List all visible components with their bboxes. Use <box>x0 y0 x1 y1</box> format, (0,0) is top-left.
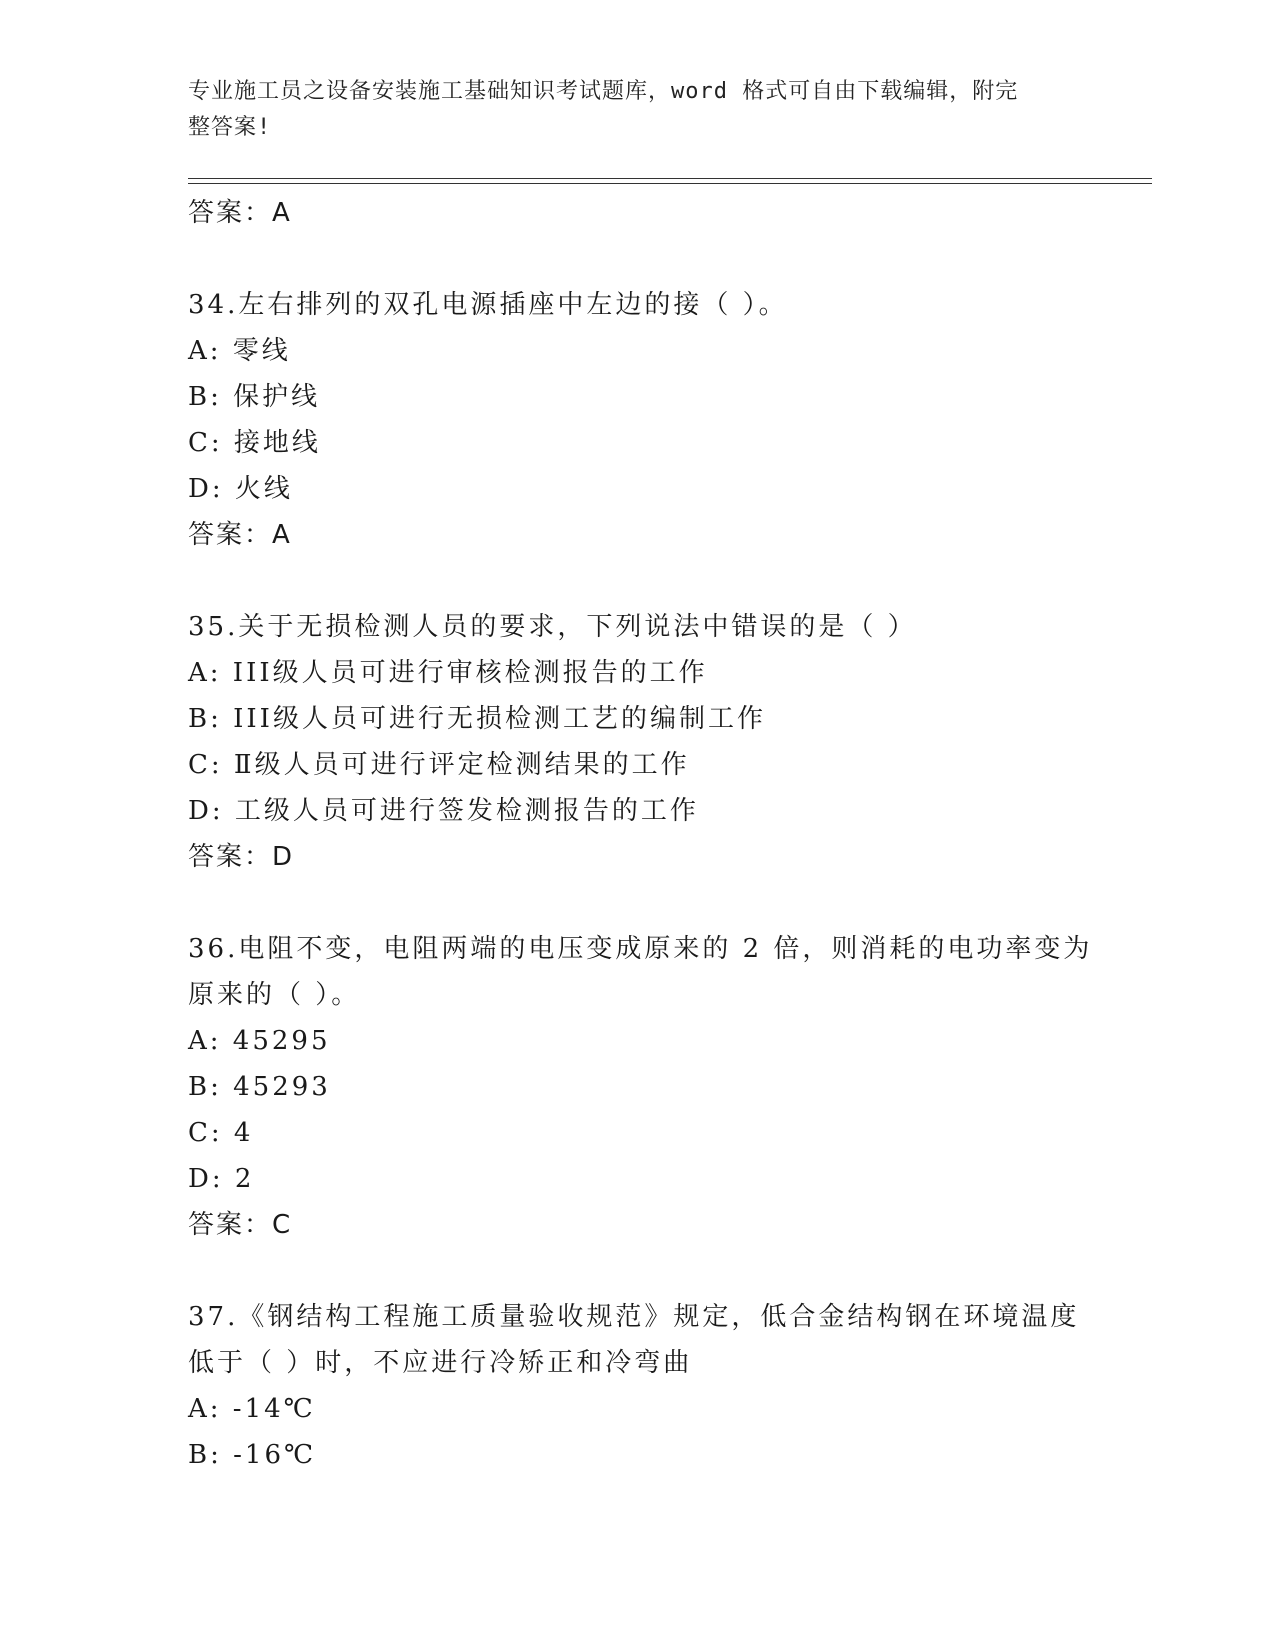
question-list <box>188 190 1128 1478</box>
option-a: A: III级人员可进行审核检测报告的工作 <box>188 658 708 688</box>
answer-line: 答案：D <box>188 842 295 872</box>
answer-line: 答案：A <box>188 198 292 228</box>
header-divider-bottom <box>188 183 1152 184</box>
option-b: B: 保护线 <box>188 382 321 412</box>
spacer <box>188 1248 1128 1294</box>
question-text-line-2: 低于（ ）时，不应进行冷矫正和冷弯曲 <box>188 1348 693 1378</box>
answer-line: 答案：C <box>188 1210 293 1240</box>
question-text-line-2: 原来的（ ）。 <box>188 980 361 1010</box>
document-header <box>188 74 1068 146</box>
header-line-2: 整答案! <box>188 115 272 140</box>
option-a: A: -14℃ <box>188 1394 316 1424</box>
option-a: A: 45295 <box>188 1026 331 1056</box>
option-d: D: 工级人员可进行签发检测报告的工作 <box>188 796 699 826</box>
option-b: B: III级人员可进行无损检测工艺的编制工作 <box>188 704 766 734</box>
question-35 <box>188 604 1128 880</box>
question-text: 35.关于无损检测人员的要求，下列说法中错误的是（ ） <box>188 612 917 642</box>
header-line-1: 专业施工员之设备安装施工基础知识考试题库，word 格式可自由下载编辑，附完 <box>188 79 1019 104</box>
question-36 <box>188 926 1128 1248</box>
option-c: C: Ⅱ级人员可进行评定检测结果的工作 <box>188 750 690 780</box>
header-divider-top <box>188 178 1152 179</box>
option-b: B: -16℃ <box>188 1440 317 1470</box>
answer-line: 答案：A <box>188 520 292 550</box>
question-34 <box>188 282 1128 558</box>
spacer <box>188 880 1128 926</box>
option-a: A: 零线 <box>188 336 291 366</box>
spacer <box>188 558 1128 604</box>
question-text-line-1: 36.电阻不变，电阻两端的电压变成原来的 2 倍，则消耗的电功率变为 <box>188 934 1093 964</box>
option-d: D: 2 <box>188 1164 255 1194</box>
option-b: B: 45293 <box>188 1072 331 1102</box>
spacer <box>188 236 1128 282</box>
option-c: C: 接地线 <box>188 428 321 458</box>
question-37 <box>188 1294 1128 1478</box>
option-d: D: 火线 <box>188 474 293 504</box>
option-c: C: 4 <box>188 1118 254 1148</box>
question-text: 34.左右排列的双孔电源插座中左边的接（ ）。 <box>188 290 788 320</box>
question-text-line-1: 37.《钢结构工程施工质量验收规范》规定，低合金结构钢在环境温度 <box>188 1302 1080 1332</box>
